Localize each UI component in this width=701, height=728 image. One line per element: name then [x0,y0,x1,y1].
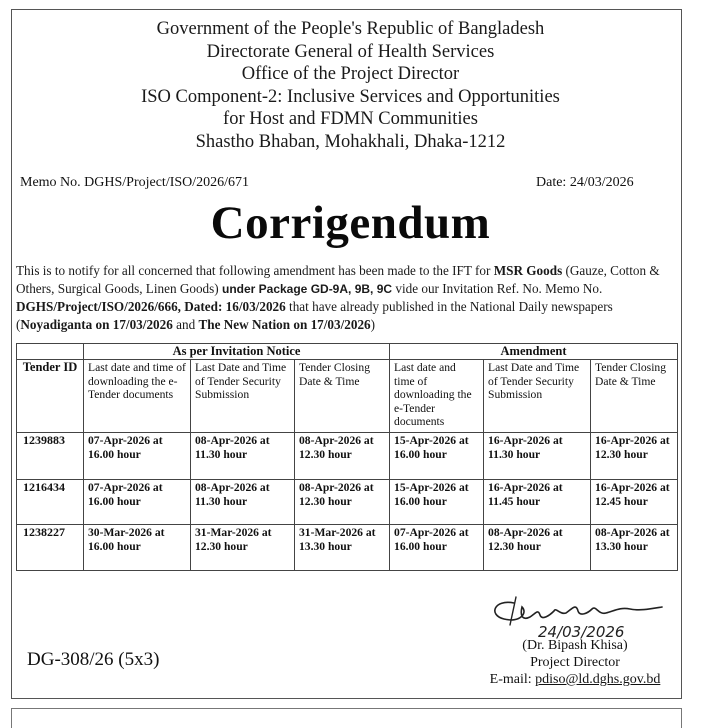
tender-id-cell: 1238227 [17,525,84,571]
column-header-tender-id: Tender ID [17,360,84,433]
group-invitation-header: As per Invitation Notice [84,344,390,360]
table-corner [17,344,84,360]
column-header-am-security: Last Date and Time of Tender Security Submission [484,360,591,433]
am-download-cell: 07-Apr-2026 at 16.00 hour [390,525,484,571]
am-download-cell: 15-Apr-2026 at 16.00 hour [390,480,484,525]
email-line: E-mail: pdiso@ld.dghs.gov.bd [489,672,661,687]
column-header-am-closing: Tender Closing Date & Time [591,360,678,433]
column-header-am-download: Last date and time of downloading the e-Tender documents [390,360,484,433]
handwritten-signature [480,585,670,645]
letterhead [0,18,701,153]
header-line-6: Shastho Bhaban, Mohakhali, Dhaka-1212 [195,131,506,152]
signature-block [460,637,690,688]
signatory-designation: Project Director [530,655,620,670]
inv-closing-cell: 08-Apr-2026 at 12.30 hour [295,433,390,480]
memo-date: Date: 24/03/2026 [536,175,634,190]
notice-paragraph: This is to notify for all concerned that following amendment has been made to the IFT for MSR Goods (Gauze, Cotton & Others, Surgical Goods, Linen Goods) under Package GD-9A, 9B, 9C vide our Invitation Ref. No. Memo No. DGHS/Project/ISO/2026/666, Dated: 16/03/2026 that have already published in the National Daily newspapers (Noyadiganta on 17/03/2026 and The New Nation on 17/03/2026) [16,263,660,332]
am-closing-cell: 16-Apr-2026 at 12.45 hour [591,480,678,525]
amendment-table [16,343,678,571]
memo-number: Memo No. DGHS/Project/ISO/2026/671 [20,175,250,190]
signatory-name: (Dr. Bipash Khisa) [522,638,628,653]
header-line-3: Office of the Project Director [241,64,460,84]
group-amendment-header: Amendment [390,344,678,360]
handwritten-date: 24/03/2026 [538,623,625,641]
inv-closing-cell: 31-Mar-2026 at 13.30 hour [295,525,390,571]
inv-security-cell: 08-Apr-2026 at 11.30 hour [191,480,295,525]
table-row [17,525,678,571]
header-line-1: Government of the People's Republic of Bangladesh [156,19,545,39]
email-link[interactable]: pdiso@ld.dghs.gov.bd [535,672,661,687]
inv-download-cell: 30-Mar-2026 at 16.00 hour [84,525,191,571]
am-download-cell: 15-Apr-2026 at 16.00 hour [390,433,484,480]
header-line-4: ISO Component-2: Inclusive Services and Opportunities [141,86,560,107]
header-line-2: Directorate General of Health Services [206,41,495,62]
table-row [17,433,678,480]
column-header-inv-closing: Tender Closing Date & Time [295,360,390,433]
page-title: Corrigendum [210,197,491,249]
am-closing-cell: 16-Apr-2026 at 12.30 hour [591,433,678,480]
dg-code: DG-308/26 (5x3) [27,649,160,670]
inv-download-cell: 07-Apr-2026 at 16.00 hour [84,480,191,525]
column-header-inv-download: Last date and time of downloading the e-Tender documents [84,360,191,433]
header-line-5: for Host and FDMN Communities [223,109,478,129]
inv-download-cell: 07-Apr-2026 at 16.00 hour [84,433,191,480]
am-security-cell: 16-Apr-2026 at 11.30 hour [484,433,591,480]
column-header-inv-security: Last Date and Time of Tender Security Submission [191,360,295,433]
inv-security-cell: 31-Mar-2026 at 12.30 hour [191,525,295,571]
tender-id-cell: 1239883 [17,433,84,480]
am-closing-cell: 08-Apr-2026 at 13.30 hour [591,525,678,571]
table-row [17,480,678,525]
am-security-cell: 16-Apr-2026 at 11.45 hour [484,480,591,525]
tender-id-cell: 1216434 [17,480,84,525]
next-document-border [11,708,682,728]
inv-closing-cell: 08-Apr-2026 at 12.30 hour [295,480,390,525]
am-security-cell: 08-Apr-2026 at 12.30 hour [484,525,591,571]
inv-security-cell: 08-Apr-2026 at 11.30 hour [191,433,295,480]
